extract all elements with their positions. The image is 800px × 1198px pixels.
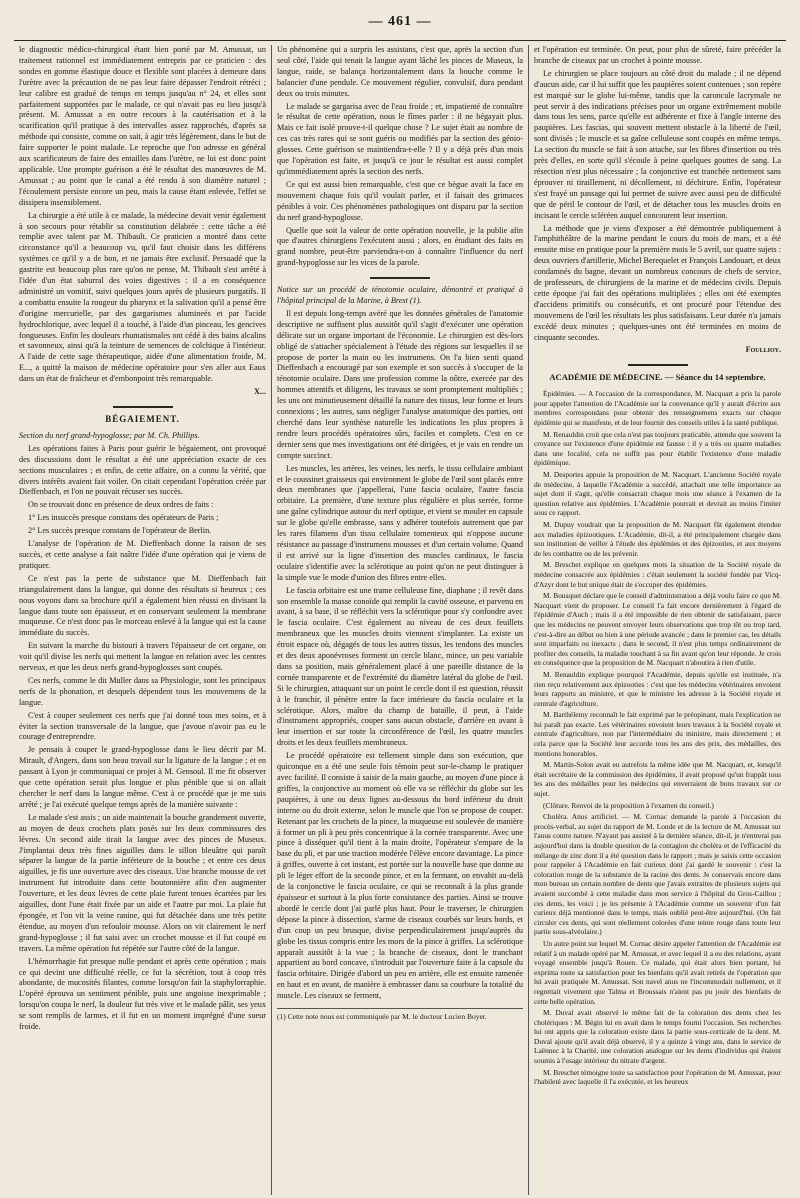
column-middle bbox=[271, 45, 529, 1195]
left-paragraph: Je pensais à couper le grand-hypoglosse dans le lieu décrit par M. Mirault, d'Angers, dans son beau travail sur la ligature de la langue ; et en passant à Lyon je communiquai ce projet à M. Gensoul. Il me fit observer que cette opération serait plus longue et plus pénible que si on allait chercher le nerf dans la langue même. C'est à ce procédé que je me suis arrêté ; je l'ai exécuté quelque temps après de la manière suivante : bbox=[19, 745, 266, 809]
left-paragraph: L'hémorrhagie fut presque nulle pendant et après cette opération ; mais ce qui devint une difficulté réelle, ce fut la sécrétion, tout à coup très abondante, de mucosités filantes, comme lorsqu'on fait la staphylorraphie. L'opéré éprouva un sentiment pénible, puis une angoisse inexprimable ; lorsqu'on coupa le nerf, la douleur fut très vive et le malade pâlit, ses yeux se sont remplis de larmes, et il fut en un moment imprégné d'une sueur froide. bbox=[19, 956, 266, 1032]
academy-paragraph: M. Bousquet déclare que le conseil d'administration a déjà voulu faire ce que M. Nacquart vient de proposer. Le conseil l'a fait encore dernièrement à l'égard de l'épidémie d'Auch ; mais il a été impossible de rien obtenir de satisfaisant, parce que les médecins ne peuvent envoyer leurs observations que trop tôt ou trop tard, c'est-à-dire au début ou bien à une période avancée ; dans le premier cas, les détails sont imparfaits ou inexacts ; dans le second, il n'est plus temps ordinairement de profiter des conseils, la maladie touchant à sa fin avant qu'on leur réponde. Je crois en conséquence que la proposition de M. Nacquart n'aboutira à rien d'utile. bbox=[534, 591, 781, 668]
academy-paragraph: M. Renauldin croit que cela n'est pas toujours praticable, attendu que souvent la croyance sur l'existence d'une épidémie est fausse : il y a très ou quatre maladies dans une localité, cela ne suffit pas pour établir l'existence d'une maladie épidémique. bbox=[534, 429, 781, 468]
right-paragraph: et l'opération est terminée. On peut, pour plus de sûreté, faire précéder la branche de ciseaux par un crochet à pointe mousse. bbox=[534, 45, 781, 65]
left-paragraph: La chirurgie a été utile à ce malade, la médecine devait venir également à son secours pour rétablir sa constitution délabrée : cette tâche a été remplie avec talent par M. Thibault. Ce praticien a montré dans cette circonstance qu'il a beaucoup vu, qu'il faut choisir dans les différens systèmes ce qu'il y a de bon, et ne jamais être exclusif. Persuadé que la gastrite est beaucoup plus rare qu'on ne pense, M. Thibault s'est arrêté à l'idée d'un état saburral des voies digestives : il a en conséquence administré un vomitif, suivi quelques jours après de plusieurs purgatifs. Il a combattu ensuite la rougeur du pharynx et la salivation qu'il a pensé être d'origine mercurielle, par des gargarismes alumineés et par l'acide hydrochlorique, avec lequel il a touché, à l'aide d'un pinceau, les gencives fongueuses. Enfin les douleurs rhumatismales ont cédé à des bains alcalins et savonneux, ainsi qu'à la teinture de semences de colchique à l'intérieur. A l'aide de cette sage thérapeutique, aidée d'une alimentation froide, M. E..., a quitté la maison de médecine opératoire pour s'en aller aux Eaux dans un état de fraîcheur et d'embonpoint très remarquable. bbox=[19, 210, 266, 384]
middle-paragraph: Les muscles, les artères, les veines, les nerfs, le tissu cellulaire ambiant et le coussinet graisseux qui environnent le globe de l'œil sont placés entre deux membranes que j'appellerai, l'une fascia oculaire, l'autre fascia orbitaire. La première, d'une texture plus régulière et plus serrée, forme une gaîne cylindrique autour du nerf optique, et vient se mouler en capsule sur le globe qu'elle embrasse, sans y adhérer toutefois autrement que par les rares filamens d'un tissu cellulaire tomenteux qui n'oppose aucune résistance au passage d'instrumens mousses et d'un certain volume. Quand il est arrivé sur la ligne d'insertion des muscles cardinaux, le fascia oculaire s'identifie avec la sclérotique au point qu'on ne peut distinguer à la simple vue le mode d'union des fibres entre elles. bbox=[277, 463, 523, 582]
right-paragraph: La méthode que je viens d'exposer a été démontrée publiquement à l'amphithéâtre de la marine pendant le cours du mois de mars, et a été ensuite mise en pratique pour la première mois le 5 avril, sur quatre sujets : deux ouvriers d'artillerie, Michel Berequelet et François Landouart, et deux condamnés du bagne, devant un nombreux concours de chefs de service, de professeurs, de chirurgiens de la marine et de médecins civils. Depuis cette époque j'ai fait des opérations multipliées ; elles ont été exemptes d'accidens primitifs ou consécutifs, et ont procuré pour l'étendue des mouvemens de l'œil les résultats les plus satisfaisans. Leur durée n'a jamais excédé deux minutes ; quelques-unes ont été terminées en moins de cinquante secondes. bbox=[534, 223, 781, 342]
middle-paragraph: Le procédé opératoire est tellement simple dans son exécution, que quiconque en a été une seule fois témoin peut sur-le-champ le pratiquer avec facilité. Il consiste à saisir de la main gauche, au moyen d'une pince à griffes, la conjonctive au moment où elle va se réfléchir du globe sur les paupières, à une ou deux lignes au-dessous du bord inférieur du droit interne ou du droit externe, selon le muscle que l'on se propose de couper. Retenant par les crochets de la pince, la muqueuse est soulevée de manière à former un pli à peu près concentrique à la cornée transparente. Avec une pince à disséquer qu'il tient à la main droite, l'opérateur s'empare de la base du pli, et par une traction modérée l'élève encore davantage. La pince à griffes, ouverte à cet instant, est portée sur la nouvelle base que donne au pli le léger effort de la seconde pince, et en la fermant, on envahit au-delà de la conjonctive le fascia oculaire, ce qui se reconnaît à la plus grande épaisseur et surtout à la plus forte consistance des parties. Ainsi se trouve abordé le cercle dont j'ai parlé plus haut. Pour le traverser, le chirurgien dépose la pince à dissection, s'arme de ciseaux courbés sur leurs bords, et d'un coup un peu brusque, divise perpendiculairement jusqu'auprès du globe les tissus compris entre les mors de la pince à griffes. La sclérotique apparaît aussitôt à la vue ; la branche de ciseaux, dont le tranchant appartient au bord concave, s'introduit par l'ouverture faite à la capsule du fascia orbitaire. Dirigée d'abord un peu en arrière, elle est ensuite ramenée en haut et en avant, de manière à embrasser dans sa courbure la totalité du muscle. Les ciseaux se ferment, bbox=[277, 751, 523, 1001]
article-title: BÉGAIEMENT. bbox=[105, 414, 180, 424]
left-paragraph: Ces nerfs, comme le dit Muller dans sa Physiologie, sont les principaux nerfs de la phonation, et desquels dépendent tous les mouvemens de la langue. bbox=[19, 675, 266, 707]
section-divider bbox=[628, 364, 688, 366]
right-paragraph: Le chirurgien se place toujours au côté droit du malade ; il ne dépend d'aucun aide, car il lui suffit que les paupières soient contenues ; son repère est marqué sur le globe lui-même, tandis que la caroncule lacrymale ne peut servir à des indications précises pour un organe extrêmement mobile dans tous les sens, parce qu'elle est adhérente et fixe à l'angle interne des paupières. Les fascias, qui souvent mettent obstacle à la liberté de l'œil, sont divisés ; le muscle et sa gaîne celluleuse sont coupés en même temps. La section du muscle se fait à son attache, sur les fibres d'insertion ou très près d'elles, en sorte qu'il s'écoule à peine quelques gouttes de sang. La résection n'est plus nécessaire ; la conjonctive est tranchée nettement sans éprouver ni tiraillement, ni décollement, ni déchirure. Enfin, l'opérateur s'est frayé un passage qui lui permet de suivre avec aussi peu de difficulté que de péril le contour de l'œil, et de détacher tous les muscles droits en incisant le cercle scléréen auquel concourent leur insertion. bbox=[534, 68, 781, 220]
left-paragraph: L'analyse de l'opération de M. Dieffenbach donne la raison de ses succès, et cette analyse a fait naître l'idée d'une opération qui je viens de pratiquer. bbox=[19, 539, 266, 570]
section-divider bbox=[113, 406, 173, 408]
academy-paragraph: M. Renauldin explique pourquoi l'Académie, depuis qu'elle est instituée, n'a rien reçu relativement aux épizooties : c'est que les médecins vétérinaires envoient leurs rapports au ministre, et que le ministre les adresse à la Société royale et centrale d'agriculture. bbox=[534, 669, 781, 708]
left-paragraph: Les opérations faites à Paris pour guérir le bégaiement, ont provoqué des discussions dont le résultat a été une appréciation exacte de ces sections musculaires ; et enfin, de cette affaire, on a connu la vérité, que divers intérêts avaient fait voiler. On citait cependant l'opération créée par Dieffenbach, et l'on ne pouvait récuser ses succès. bbox=[19, 443, 266, 497]
left-paragraph: On se trouvait donc en présence de deux ordres de faits : bbox=[28, 500, 214, 510]
column-left bbox=[14, 45, 271, 1195]
academy-paragraph: M. Breschet témoigne toute sa satisfaction pour l'opération de M. Amussat, pour l'habileté avec laquelle il l'a exécutée, et les heureux bbox=[534, 1067, 781, 1087]
academy-paragraph: M. Dupuy voudrait que la proposition de M. Nacquart fût également étendue aux maladies épizootiques. L'Académie, dit-il, a été principalement chargée dans son institution de veiller à l'étude des épidémies et des épizooties, et aux moyens de les combattre ou de les prévenir. bbox=[534, 520, 781, 558]
academy-paragraph: M. Desportes appuie la proposition de M. Nacquart. L'ancienne Société royale de médecine, à laquelle l'Académie a succédé, attachait une telle importance au sujet dont il s'agit, qu'elle consacrait chaque mois une séance à l'examen de la question relative aux épidémies. L'Académie pourrait et devrait au moins l'imiter sous ce rapport. bbox=[534, 470, 781, 518]
middle-paragraph: Le malade se gargarisa avec de l'eau froide ; et, impatienté de connaître le résultat de cette opération, nous le fîmes parler : il ne bégayait plus. Mais ce fait isolé prouve-t-il quelque chose ? Le sujet était au nombre de ces cas très rares qui se sont guéris ou modifiés par la section des génio-glosses. Cette guérison se maintiendra-t-elle ? Il y a déjà près d'un mois que l'opération est faite, et jusqu'à ce jour le résultat est aussi complet qu'immédiatement après la section des nerfs. bbox=[277, 101, 523, 176]
left-paragraph: En suivant la marche du bistouri à travers l'épaisseur de cet organe, on voit qu'il divise les nerfs qui mettent la langue en relation avec les centres nerveux, et que les deux nerfs grand-hypoglosses sont coupés. bbox=[19, 641, 266, 673]
header-rule bbox=[14, 40, 786, 41]
signature: X... bbox=[253, 387, 266, 397]
signature: Foullioy. bbox=[745, 345, 781, 355]
middle-paragraph: Il est depuis long-temps avéré que les données générales de l'anatomie descriptive ne suffisent plus aussitôt qu'il s'agit d'exécuter une opération délicate sur un organe important de l'économie. Le chirurgien est dès-lors obligé de s'attacher spécialement à l'étude des régions sur lesquelles il se propose de porter la main ou les instrumens. On l'a bien senti quand Dieffenbach a encouragé par son exemple et son succès à s'occuper de la ténotomie oculaire. Dans une profession comme la nôtre, exercée par des hommes attentifs et diligens, les travaux se sont promptement multipliés ; les uns ont minutieusement détaillé la nature des tissus, leur forme et leurs connexions ; les autres, sans négliger l'analyse anatomique des parties, ont cherché dans leur synthèse naturelle les indications les plus propres à rendre leurs procédés opératoires sûrs, faciles et complets. C'est en ce dernier sens que mes investigations ont été dirigées, et je vais en rendre un compte succinct. bbox=[277, 308, 523, 460]
left-paragraph: 2° Les succès presque constans de l'opérateur de Berlin. bbox=[28, 526, 212, 536]
academy-paragraph: M. Barthélemy reconnaît le fait exprimé par le préopinant, mais l'explication ne lui paraît pas exacte. Les vétérinaires envoient leurs travaux à la Société royale et centrale d'agriculture, non par l'intermédiaire du ministre, mais directement ; et cela parce que la Société leur accorde tous les ans des prix, des médailles, des mentions honorables. bbox=[534, 710, 781, 758]
academy-section-title: ACADÉMIE DE MÉDECINE. — Séance du 14 septembre. bbox=[549, 372, 766, 383]
left-paragraph: 1° Les insuccès presque constans des opérateurs de Paris ; bbox=[28, 513, 219, 523]
column-right bbox=[529, 45, 786, 1195]
section-divider bbox=[370, 277, 430, 279]
middle-paragraph: Quelle que soit la valeur de cette opération nouvelle, je la publie afin que d'autres chirurgiens l'exécutent aussi ; alors, en étudiant des faits en grand nombre, peut-être parviendra-t-on à connaître l'influence du nerf grand-hypoglosse sur les vices de la parole. bbox=[277, 225, 523, 268]
page-number: — 461 — bbox=[368, 14, 432, 29]
left-paragraph: C'est à couper seulement ces nerfs que j'ai donné tous mes soins, et à éviter la section transversale de la langue, que j'avoue n'avoir pas eu le courage d'entreprendre. bbox=[19, 710, 266, 742]
academy-paragraph: M. Duval avait observé le même fait de la coloration des dents chez les cholériques : M. Bégin lui en avait dans le temps fourni l'occasion. Ses recherches lui ont appris que la coloration existe dans la partie sous-corticale de la dent. M. Duval ajoute qu'il avait déjà observé, il y a quinze à vingt ans, dans le service de Laënnec à la Charité, une coloration analogue sur les dents d'individus qui étaient soumis à l'usage intérieur du nitrate d'argent. bbox=[534, 1008, 781, 1066]
middle-paragraph: Ce qui est aussi bien remarquable, c'est que ce bègue avait la face en mouvement chaque fois qu'il voulait parler, et il faisait des grimaces pénibles à voir. Ces phénomènes pathologiques ont disparu par la section du nerf grand-hypoglosse. bbox=[277, 179, 523, 222]
middle-paragraph: Un phénomène qui a surpris les assistans, c'est que, après la section d'un seul côté, l'aide qui tenait la langue ayant lâché les pinces de Museux, la langue, raide, se balança horizontalement dans la bouche comme le balancier d'une pendule. Ce mouvement régulier, convulsif, dura pendant deux ou trois minutes. bbox=[277, 45, 523, 98]
left-paragraph: Ce n'est pas la perte de substance que M. Dieffenbach fait triangulairement dans la langue, qui donne des résultats si heureux ; ces nous voyons dans sa brochure qu'il a également bien réussi en divisant la langue dans toute son épaisseur, et en conservant seulement la membrane muqueuse. Ce n'est donc pas le morceau enlevé à la langue qui est la cause immédiate du succès. bbox=[19, 573, 266, 638]
left-paragraph: Le malade s'est assis ; un aide maintenait la bouche grandement ouverte, au moyen de deux crochets plats posés sur les deux commissures des lèvres. Un second aide tirait la langue avec des pinces de Museux. J'implantai deux très fines aiguilles dans le sillon bleuâtre qui paraît séparer la langue de la partie inférieure de la bouche ; et entre ces deux aiguilles, je fis une ouverture avec des ciseaux. Une branche mousse de cet instrument fut introduite dans cette boutonnière afin d'en augmenter l'ouverture, et les deux lèvres de cette plaie furent tenues écartées par les aiguilles, dont l'une était fixée par un aide et l'autre par moi. La plaie fut épongée, et l'on vit la veine ranine, qui fut détachée dans une très petite étendue, au moyen d'un refouloir mousse. Alors on vit clairement le nerf grand-hypoglosse ; il fut saisi avec un crochet mousse et il fut coupé en travers. La même opération fut répétée sur l'autre côté de la langue. bbox=[19, 812, 266, 953]
academy-paragraph: Un autre point sur lequel M. Cornac désire appeler l'attention de l'Académie est relatif à un malade opéré par M. Amussat, et avec lequel il a eu des relations, ayant voyagé ensemble jusqu'à Rouen. Ce malade, qui était alors bien portant, lui exprima toute sa satisfaction pour les bienfaits qu'il avait retirés de l'opération que lui avait pratiquée M. Amussat. Son navel anus ne l'incommodait nullement, et il regrettait vivement que Talma et Broussais n'aient pas pu jouir des bienfaits de cette belle opération. bbox=[534, 938, 781, 1006]
academy-paragraph: Épidémies. — A l'occasion de la correspondance, M. Nacquart a pris la parole pour appeler l'attention de l'Académie sur la convenance qu'il y aurait d'écrire aux membres correspondans pour obtenir des renseignemens exacts sur chaque épidémie qui se manifeste, et de leur fournir des conseils utiles à la santé publique. bbox=[534, 389, 781, 428]
article-subtitle: Section du nerf grand-hypoglosse; par M. Ch. Phillips. bbox=[19, 430, 200, 440]
middle-paragraph: Le fascia orbitaire est une trame celluleuse fine, diaphane ; il revêt dans son ensemble la masse conoïde qui remplit la cavité osseuse, et parvenu en avant, à sa base, il se réfléchit vers la sclérotique pour s'y confondre avec le fascia oculaire. C'est également au niveau de ces deux feuillets membraneux que les muscles droits viennent s'implanter. La existe un étroit espace où, dégagés de tous les autres tissus, les tendons des muscles et des deux aponévroses forment un cercle blanc, mince, un peu variable dans sa position, mais généralement placé à une pareille distance de la cornée transparente et de l'extrémité du diamètre latéral du globe de l'œil. Si le chirurgien, attaquant sur un point le cercle dont il est question, réussit à le franchir, il pénètre entre la face intérieure du fascia oculaire et la sclérotique. Alors, maître du champ de bataille, il peut, à l'aide d'instrumens appropriés, couper sans aucun obstacle, d'arrière en avant à leur insertion et sur toute la circonférence de l'œil, les quatre muscles droits et les deux feuillets membraneux. bbox=[277, 585, 523, 748]
academy-paragraph: M. Martin-Solon avait eu autrefois la même idée que M. Nacquart, et, lorsqu'il était secrétaire de la commission des épidémies, il avait proposé qu'un frappât tous les ans des médailles pour les médecins qui enverraient de bons travaux sur ce sujet. bbox=[534, 760, 781, 799]
footnote: (1) Cette note nous est communiquée par M. le docteur Lucien Boyer. bbox=[277, 1008, 523, 1022]
columns bbox=[14, 45, 786, 1195]
left-paragraph: le diagnostic médico-chirurgical étant bien porté par M. Amussat, un traitement rationnel est immédiatement entrepris par ce praticien : des sondes en gomme élastique douce et flexible sont placées à demeure dans l'urètre avec la précaution de ne pas leur faire dépasser l'endroit rétréci ; leur calibre est gradué de temps en temps jusqu'au n° 24, et elles sont parfaitement supportées par le malade, ce qui n'avait pas eu lieu jusqu'à présent. M. Amussat a en outre recours à la cautérisation et à la scarification qu'il pratique à des intervalles assez rapprochés, d'après sa méthode qui consiste, comme on sait, à agir très légèrement, dans le but de faire supporter le point malade. Le reproche que l'on adresse en général aux scarificateurs de faire des entailles dans l'urètre, ne lui est donc point applicable. Une prompte guérison a été le résultat des manœuvres de M. Amussat ; au point que le canal a été rendu à son diamètre naturel ; l'écoulement persiste encore un peu, mais la cause étant enlevée, l'effet se dissipera insensiblement. bbox=[19, 45, 266, 207]
academy-paragraph: (Clôture. Renvoi de la proposition à l'examen du conseil.) bbox=[543, 800, 714, 810]
academy-paragraph: M. Breschet explique en quelques mots la situation de la Société royale de médecine consacrée aux épidémies : c'était seulement la société fondée par Vicq-d'Azyr dont le but unique était de s'occuper des épidémies. bbox=[534, 560, 781, 589]
notice-title: Notice sur un procédé de ténotomie oculaire, démontré et pratiqué à l'hôpital principal de la Marine, à Brest (1). bbox=[277, 285, 523, 306]
academy-paragraph: Choléra. Anus artificiel. — M. Cornac demande la parole à l'occasion du procès-verbal, au sujet du rapport de M. Londe et de la lecture de M. Amussat sur l'anus contre nature. N'ayant pas assisté à la dernière séance, dit-il, je n'entrerai pas aujourd'hui dans la double question de la contagion du choléra et de l'efficacité du mélange de zinc dont il a été question dans le rapport ; mais je saisis cette occasion pour rappeler à l'Académie en fait curieux dont j'ai gardé le souvenir : c'est la coloration rouge de la substance de la racine des dents. Je conservais encore dans mon bureau un certain nombre de dents que j'avais extraites de plusieurs sujets qui avaient succombé à cette maladie dans mon service à l'hôpital du Gros-Caillou ; ces dents, les voici ; je les présente à l'Académie comme un souvenir d'un fait curieux déjà mentionné dans le temps, mais oublié peut-être aujourd'hui. (On fait circuler ces dents, qui sont réellement colorées d'une teinte rouge dans toute leur partie sous-alvéolaire.) bbox=[534, 812, 781, 937]
